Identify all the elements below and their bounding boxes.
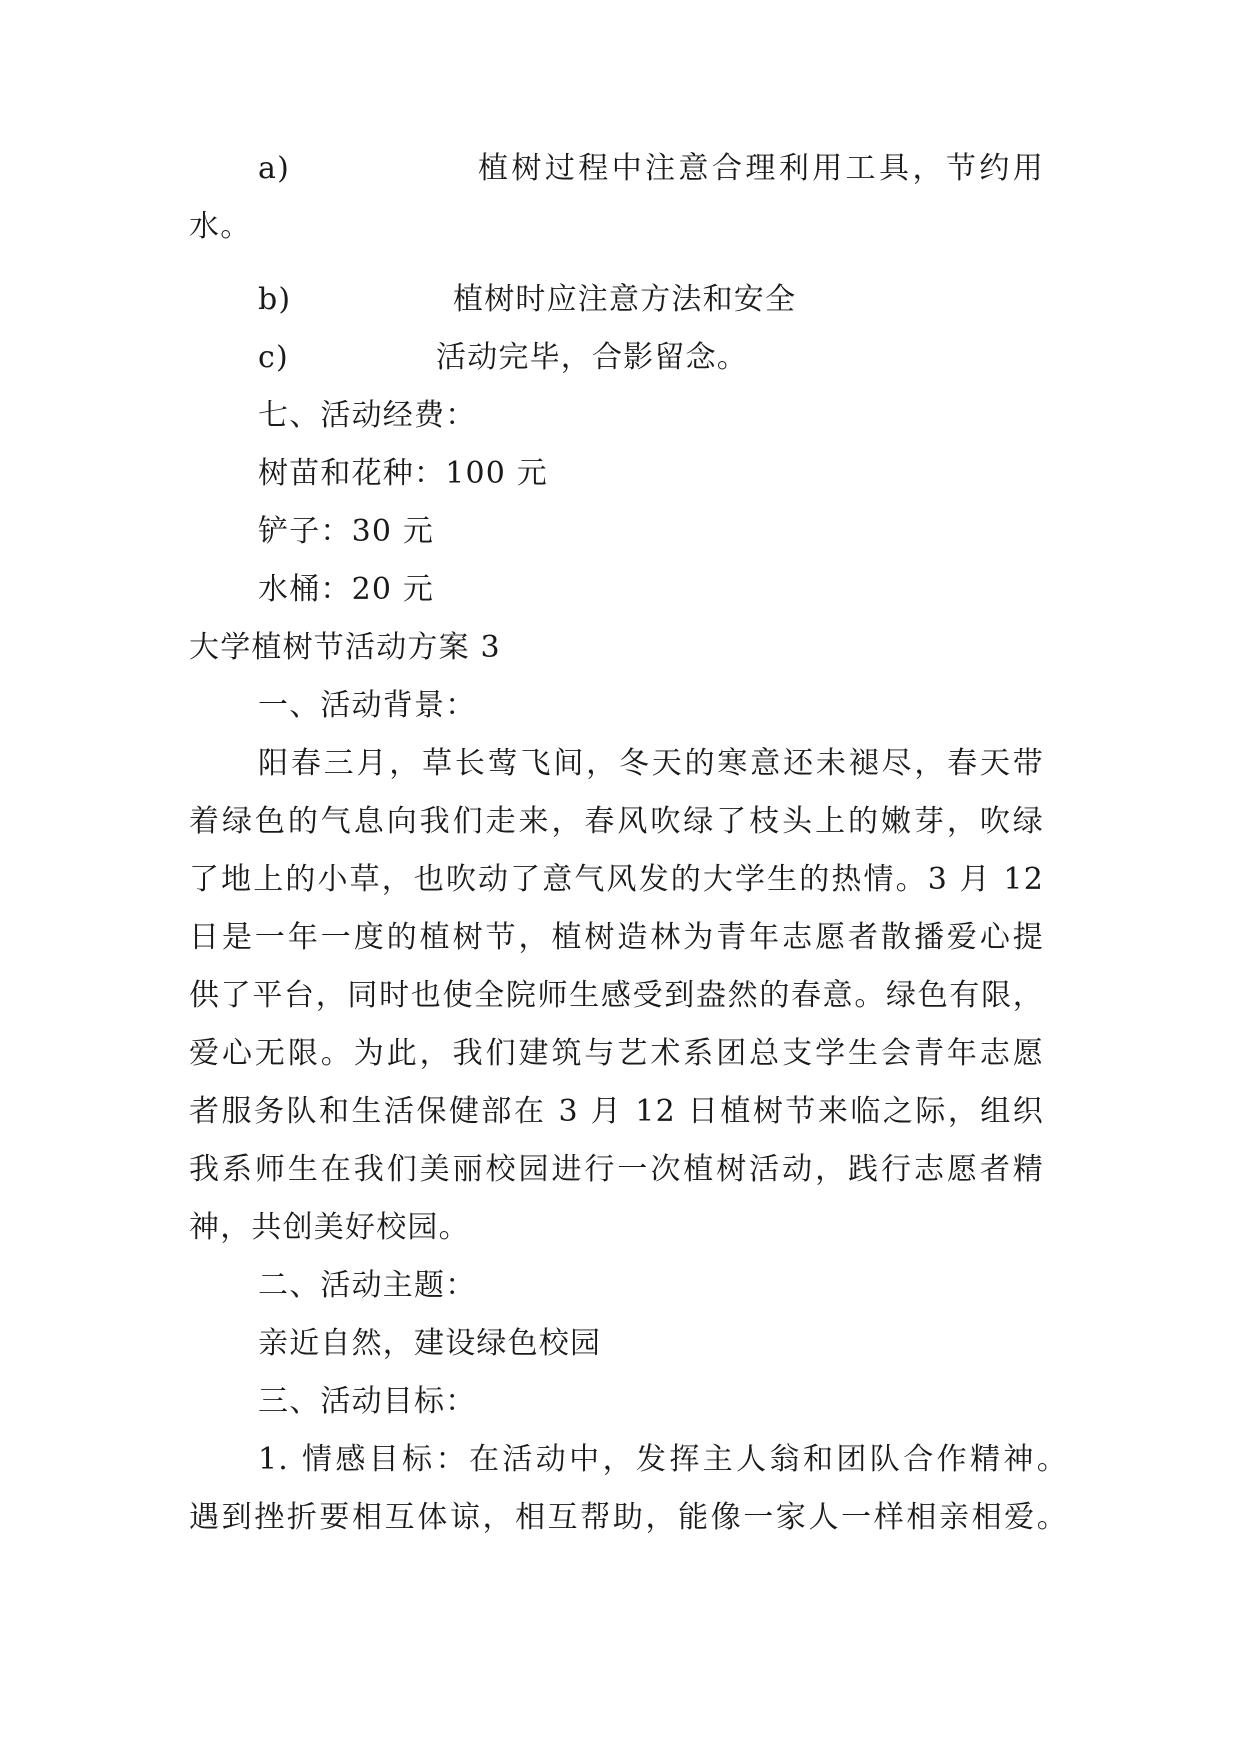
background-line-7: 者服务队和生活保健部在 3 月 12 日植树节来临之际，组织 [189, 1094, 1044, 1129]
background-heading: 一、活动背景： [258, 688, 477, 723]
list-marker-b: b) [258, 282, 292, 317]
list-item-a-continuation: 水。 [189, 209, 252, 244]
list-item-c-text: 活动完毕，合影留念。 [436, 340, 748, 375]
list-item-a-text: 植树过程中注意合理利用工具，节约用 [478, 151, 1044, 186]
background-line-3: 了地上的小草，也吹动了意气风发的大学生的热情。3 月 12 [189, 862, 1044, 897]
background-line-2: 着绿色的气息向我们走来，春风吹绿了枝头上的嫩芽，吹绿 [189, 804, 1044, 839]
list-marker-a: a) [258, 151, 290, 186]
background-line-8: 我系师生在我们美丽校园进行一次植树活动，践行志愿者精 [189, 1152, 1044, 1187]
budget-item-saplings: 树苗和花种：100 元 [258, 456, 548, 491]
list-item-b-text: 植树时应注意方法和安全 [453, 282, 797, 317]
background-line-4: 日是一年一度的植树节，植树造林为青年志愿者散播爱心提 [189, 920, 1044, 955]
goals-line-1: 1. 情感目标：在活动中，发挥主人翁和团队合作精神。 [258, 1442, 1068, 1477]
budget-item-shovels: 铲子：30 元 [258, 514, 435, 549]
theme-text: 亲近自然，建设绿色校园 [258, 1326, 602, 1361]
background-line-5: 供了平台，同时也使全院师生感受到盎然的春意。绿色有限， [189, 978, 1044, 1013]
background-line-6: 爱心无限。为此，我们建筑与艺术系团总支学生会青年志愿 [189, 1036, 1044, 1071]
budget-heading: 七、活动经费： [258, 398, 477, 433]
theme-heading: 二、活动主题： [258, 1268, 477, 1303]
budget-item-buckets: 水桶：20 元 [258, 572, 435, 607]
list-marker-c: c) [258, 340, 289, 375]
background-line-9: 神，共创美好校园。 [189, 1210, 470, 1245]
section-title: 大学植树节活动方案 3 [189, 630, 501, 665]
goals-heading: 三、活动目标： [258, 1384, 477, 1419]
goals-line-2: 遇到挫折要相互体谅，相互帮助，能像一家人一样相亲相爱。 [189, 1500, 1068, 1535]
background-line-1: 阳春三月，草长莺飞间，冬天的寒意还未褪尽，春天带 [258, 746, 1044, 781]
